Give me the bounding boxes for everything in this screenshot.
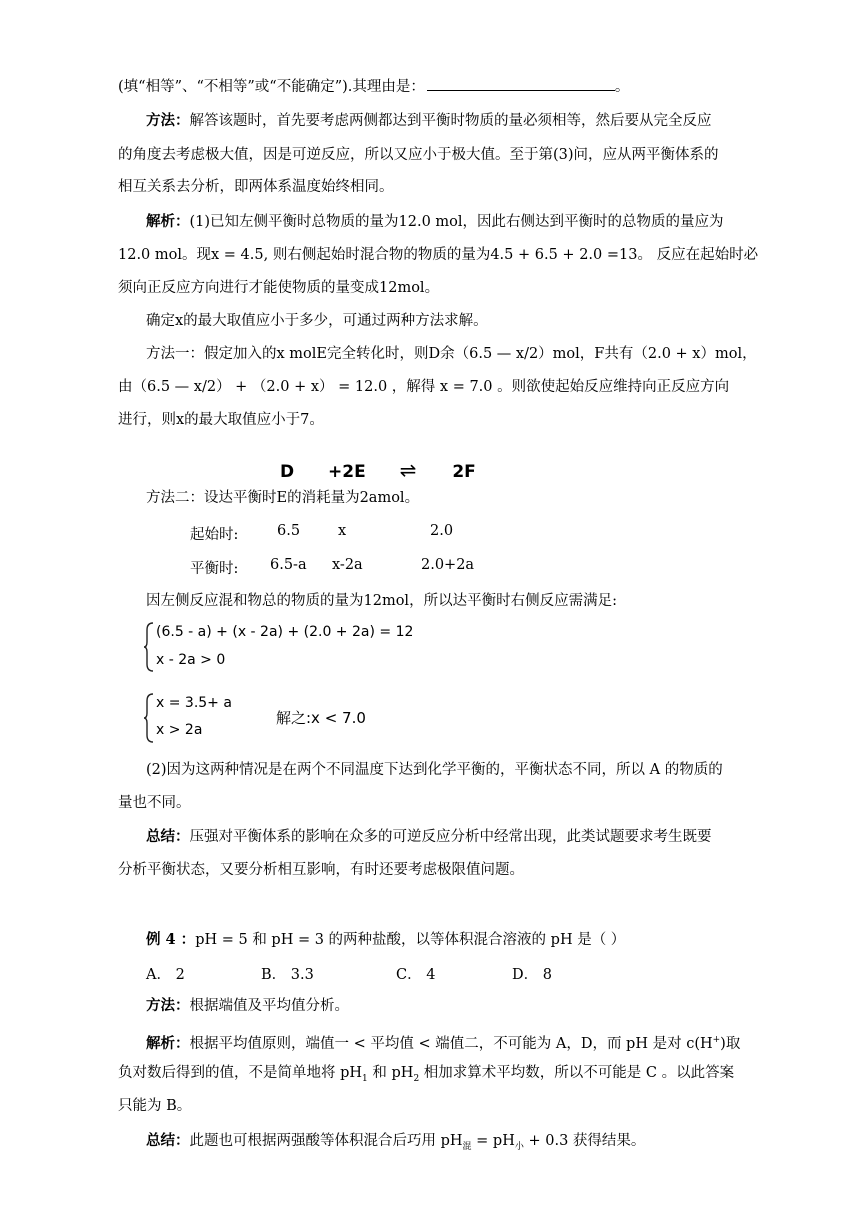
determine-line: 确定x的最大取值应小于多少，可通过两种方法求解。: [146, 313, 488, 329]
analysis4-line-2: 负对数后得到的值，不是简单地将 $pH_1$ 和 $pH_2$ 相加求算术平均数，所以不可能是 C 。以此答案: [118, 1065, 735, 1084]
method4-keyword: 方法：: [146, 997, 190, 1014]
eq-f: 2.0+2a: [421, 557, 475, 573]
system1-eq-b: x - 2a > 0: [156, 652, 226, 668]
method-line-2: 的角度去考虑极大值，因是可逆反应，所以又应小于极大值。至于第(3)问，应从两平衡体系的: [118, 147, 719, 163]
summary-line-2: 分析平衡状态，又要分析相互影响，有时还要考虑极限值问题。: [118, 862, 524, 878]
method1-line-3: 进行，则x的最大取值应小于7。: [118, 412, 324, 428]
analysis4-line-3: 只能为 B。: [118, 1098, 192, 1114]
method1-line-1: 方法一：假定加入的x molE完全转化时，则D余（6.5 — x/2）mol，F共有（2.0 + x）mol，: [146, 346, 757, 362]
example4-keyword: 例 4 ：: [146, 931, 196, 948]
option-a[interactable]: A． 2: [146, 967, 185, 983]
method2-line: 方法二：设达平衡时E的消耗量为2amol。: [146, 490, 420, 506]
start-d: 6.5: [277, 523, 301, 539]
summary-line-1: 总结：压强对平衡体系的影响在众多的可逆反应分析中经常出现，此类试题要求考生既要: [146, 828, 712, 845]
analysis-line-3: 须向正反应方向进行才能使物质的量变成12mol。: [118, 280, 440, 296]
fill-in-text: (填“相等”、“不相等”或“不能确定”).其理由是：: [118, 79, 425, 95]
option-b[interactable]: B． 3.3: [261, 967, 314, 983]
reaction-d: D: [280, 462, 295, 482]
method-line-3: 相互关系去分析，即两体系温度始终相同。: [118, 179, 394, 195]
method4-line: 方法：根据端值及平均值分析。: [146, 997, 349, 1014]
analysis4-keyword: 解析：: [146, 1034, 190, 1052]
analysis-keyword: 解析：: [146, 213, 190, 230]
equilibrium-arrow-icon: ⇌: [399, 458, 417, 482]
system2-eq-b: x > 2a: [156, 722, 203, 738]
summary-keyword: 总结：: [146, 828, 190, 845]
analysis-line-2: 12.0 mol。现x = 4.5, 则右侧起始时混合物的物质的量为4.5 + 6.5 + 2.0 =13。 反应在起始时必: [118, 247, 759, 263]
summary4-line: 总结：此题也可根据两强酸等体积混合后巧用 $pH_混 = pH_小 + 0.3$ 获得结果。: [146, 1132, 646, 1152]
option-c[interactable]: C． 4: [396, 967, 436, 983]
start-e: x: [338, 523, 347, 539]
summary4-keyword: 总结：: [146, 1132, 190, 1149]
eq-d: 6.5-a: [270, 557, 307, 573]
start-f: 2.0: [430, 523, 454, 539]
example4-line: 例 4 ：pH = 5 和 pH = 3 的两种盐酸，以等体积混合溶液的 pH 是（ ）: [146, 931, 626, 948]
reaction-e: +2E: [328, 462, 366, 482]
system2-eq-a: x = 3.5+ a: [156, 695, 232, 711]
reaction-f: 2F: [452, 462, 476, 482]
method-keyword: 方法：: [146, 112, 190, 129]
left-brace-icon: [143, 693, 155, 743]
eq-label: 平衡时:: [190, 561, 239, 577]
part2-line-2: 量也不同。: [118, 795, 191, 811]
left-brace-icon: [143, 622, 155, 672]
start-label: 起始时:: [190, 527, 239, 543]
analysis4-line-1: 解析：根据平均值原则，端值一 < 平均值 < 端值二，不可能为 A，D，而 pH 是对 c(H+)取: [146, 1034, 741, 1052]
fill-in-line: (填“相等”、“不相等”或“不能确定”).其理由是： 。: [118, 76, 629, 97]
eq-e: x-2a: [332, 557, 363, 573]
method1-line-2: 由（6.5 — x/2） + （2.0 + x） = 12.0 ，解得 x = 7.0 。则欲使起始反应维持向正反应方向: [118, 379, 730, 395]
part2-line-1: (2)因为这两种情况是在两个不同温度下达到化学平衡的，平衡状态不同，所以 A 的物质的: [146, 762, 723, 778]
analysis-line-1: 解析：(1)已知左侧平衡时总物质的量为12.0 mol，因此右侧达到平衡时的总物质的量应为: [146, 213, 724, 230]
left-side-line: 因左侧反应混和物总的物质的量为12mol，所以达平衡时右侧反应需满足:: [146, 593, 617, 609]
reaction-equation: [280, 458, 476, 482]
system2-solution: 解之:x < 7.0: [276, 709, 366, 727]
method-line-1: 方法：解答该题时，首先要考虑两侧都达到平衡时物质的量必须相等，然后要从完全反应: [146, 112, 712, 129]
system1-eq-a: (6.5 - a) + (x - 2a) + (2.0 + 2a) = 12: [156, 624, 414, 640]
answer-blank[interactable]: [427, 76, 615, 91]
option-d[interactable]: D． 8: [512, 967, 552, 983]
